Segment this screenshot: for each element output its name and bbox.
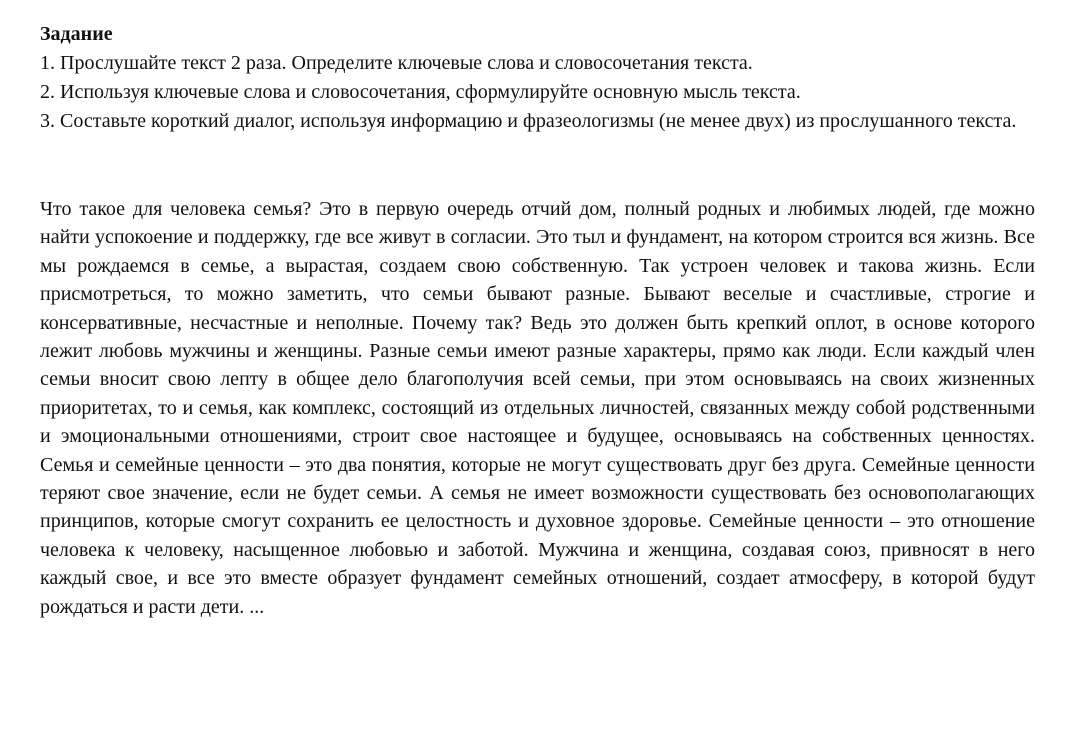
task-item-3: 3. Составьте короткий диалог, используя информацию и фразеологизмы (не менее двух) из прослушанного текста. [40,110,1017,132]
task-title: Задание [40,23,113,45]
task-section [40,20,1035,136]
text-paragraph: Что такое для человека семья? Это в первую очередь отчий дом, полный родных и любимых людей, где можно найти успокоение и поддержку, где все живут в согласии. Это тыл и фундамент, на котором строится вся жизнь. Все мы рождаемся в семье, а вырастая, создаем свою собственную. Так устроен человек и такова жизнь. Если присмотреться, то можно заметить, что семьи бывают разные. Бывают веселые и счастливые, строгие и консервативные, несчастные и неполные. Почему так? Ведь это должен быть крепкий оплот, в основе которого лежит любовь мужчины и женщины. Разные семьи имеют разные характеры, прямо как люди. Если каждый член семьи вносит свою лепту в общее дело благополучия всей семьи, при этом основываясь на своих жизненных приоритетах, то и семья, как комплекс, состоящий из отдельных личностей, связанных между собой родственными и эмоциональными отношениями, строит свое настоящее и будущее, основываясь на собственных ценностях. Семья и семейные ценности – это два понятия, которые не могут существовать друг без друга. Семейные ценности теряют свое значение, если не будет семьи. А семья не имеет возможности существовать без основополагающих принципов, которые смогут сохранить ее целостность и духовное здоровье. Семейные ценности – это отношение человека к человеку, насыщенное любовью и заботой. Мужчина и женщина, создавая союз, привносят в него каждый свое, и все это вместе образует фундамент семейных отношений, создает атмосферу, в которой будут рождаться и расти дети. ... [40,198,1035,618]
task-item-2: 2. Используя ключевые слова и словосочетания, сформулируйте основную мысль текста. [40,81,801,103]
task-item-1: 1. Прослушайте текст 2 раза. Определите ключевые слова и словосочетания текста. [40,52,753,74]
